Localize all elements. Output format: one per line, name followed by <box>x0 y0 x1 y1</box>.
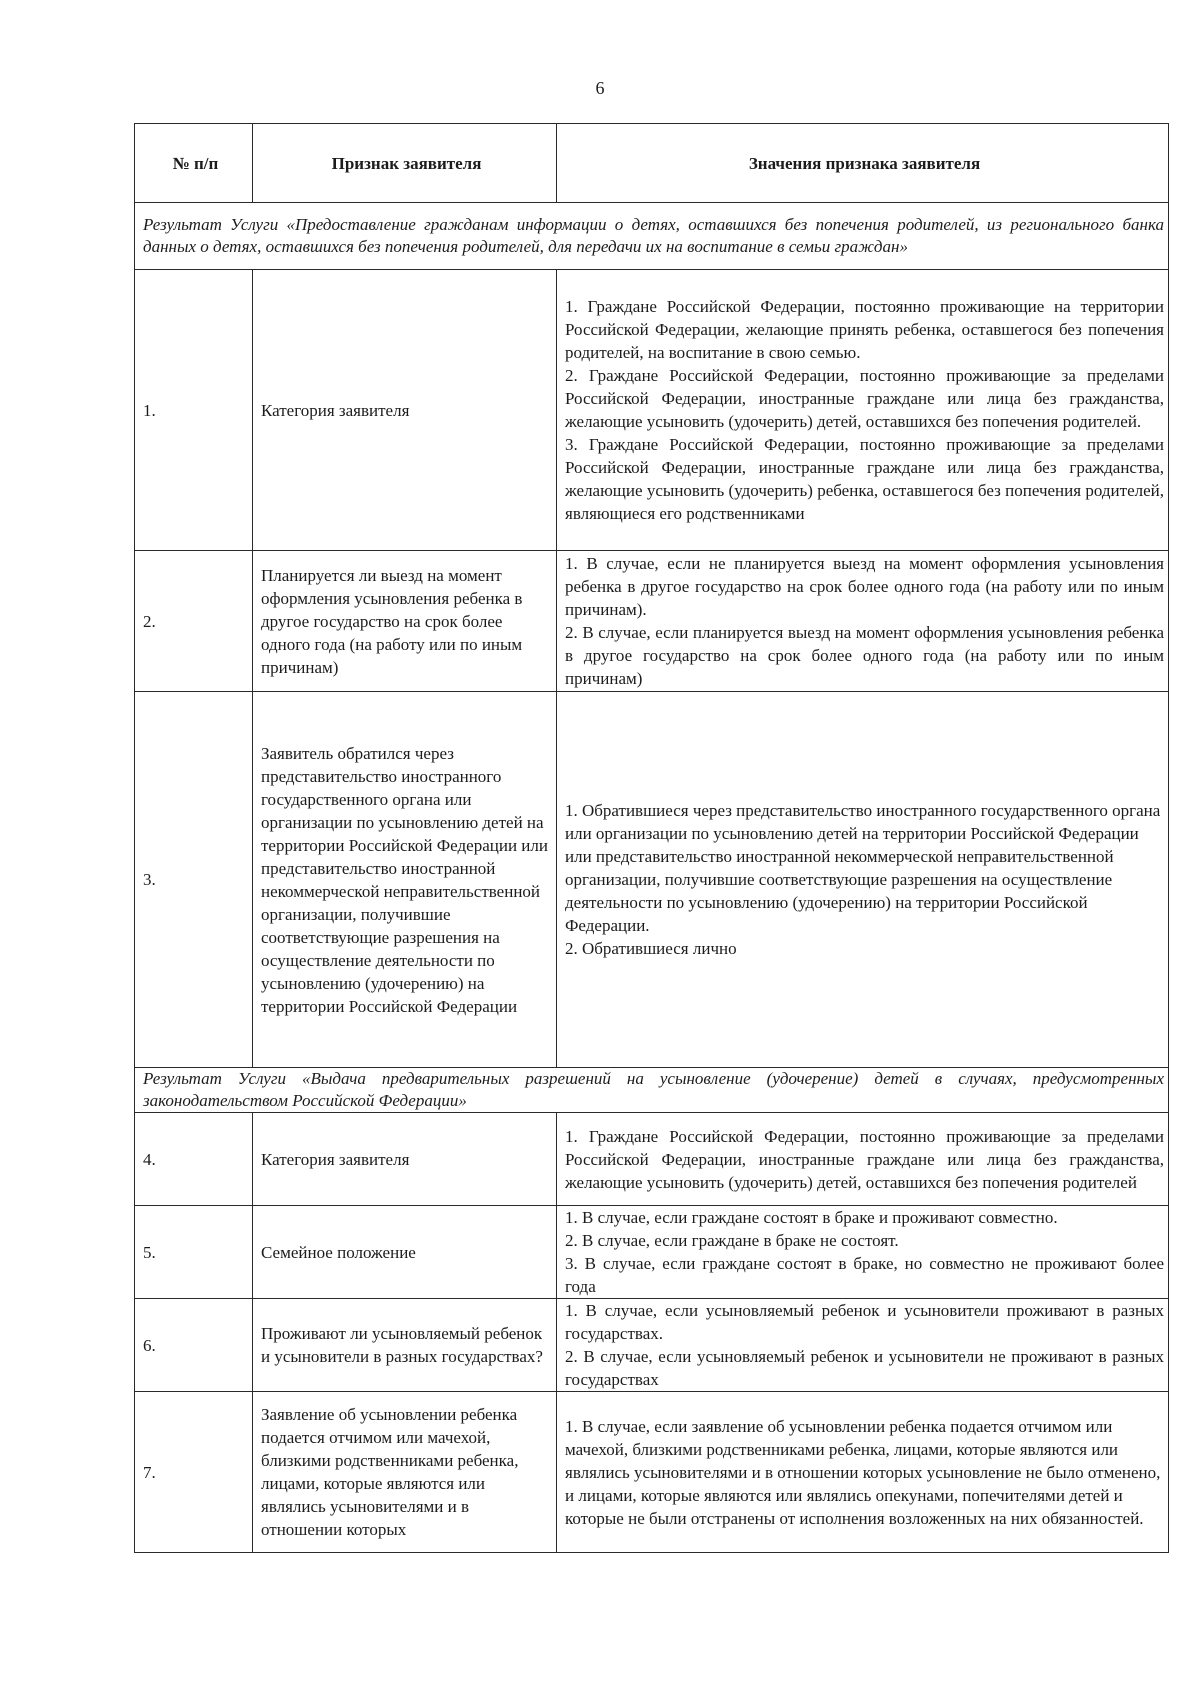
value-item: 2. В случае, если граждане в браке не состоят. <box>565 1231 899 1250</box>
applicant-criteria-table <box>134 123 1169 1553</box>
row-number: 1. <box>135 270 253 551</box>
table-row <box>135 1206 1169 1299</box>
header-criterion: Признак заявителя <box>253 124 557 203</box>
row-values <box>557 1206 1169 1299</box>
row-criterion: Планируется ли выезд на момент оформления усыновления ребенка в другое государство на срок более одного года (на работу или по иным причинам) <box>253 551 557 692</box>
row-criterion: Семейное положение <box>253 1206 557 1299</box>
value-item: 2. Обратившиеся лично <box>565 939 737 958</box>
row-number: 3. <box>135 692 253 1068</box>
value-item: 1. В случае, если усыновляемый ребенок и усыновители проживают в разных государствах. <box>565 1301 1164 1343</box>
row-values <box>557 1392 1169 1553</box>
row-criterion: Заявление об усыновлении ребенка подается отчимом или мачехой, близкими родственниками ребенка, лицами, которые являются или являлись усыновителями и в отношении которых <box>253 1392 557 1553</box>
row-number: 5. <box>135 1206 253 1299</box>
value-item: 3. Граждане Российской Федерации, постоянно проживающие за пределами Российской Федерации, иностранные граждане или лица без гражданства, желающие усыновить (удочерить) ребенка, оставшегося без попечения родителей, являющиеся его родственниками <box>565 435 1164 523</box>
section-row <box>135 203 1169 270</box>
row-number: 2. <box>135 551 253 692</box>
table-row <box>135 1392 1169 1553</box>
row-number: 4. <box>135 1113 253 1206</box>
table-row <box>135 270 1169 551</box>
row-criterion: Категория заявителя <box>253 270 557 551</box>
section-title: Результат Услуги «Выдача предварительных разрешений на усыновление (удочерение) детей в случаях, предусмотренных законодательством Российской Федерации» <box>135 1068 1169 1113</box>
value-item: 1. В случае, если не планируется выезд на момент оформления усыновления ребенка в другое государство на срок более одного года (на работу или по иным причинам). <box>565 554 1164 619</box>
row-values <box>557 1113 1169 1206</box>
row-values <box>557 692 1169 1068</box>
value-item: 1. Граждане Российской Федерации, постоянно проживающие на территории Российской Федерации, желающие принять ребенка, оставшегося без попечения родителей, на воспитание в свою семью. <box>565 297 1164 362</box>
value-item: 2. В случае, если планируется выезд на момент оформления усыновления ребенка в другое государство на срок более одного года (на работу или по иным причинам) <box>565 623 1164 688</box>
row-criterion: Заявитель обратился через представительство иностранного государственного органа или организации по усыновлению детей на территории Российской Федерации или представительство иностранной некоммерческой неправительственной организации, получившие соответствующие разрешения на осуществление деятельности по усыновлению (удочерению) на территории Российской Федерации <box>253 692 557 1068</box>
table-row <box>135 551 1169 692</box>
table-header-row <box>135 124 1169 203</box>
table-row <box>135 1113 1169 1206</box>
header-number: № п/п <box>135 124 253 203</box>
value-item: 1. Обратившиеся через представительство иностранного государственного органа или организации по усыновлению детей на территории Российской Федерации или представительство иностранной некоммерческой неправительственной организации, получившие соответствующие разрешения на осуществление деятельности по усыновлению (удочерению) на территории Российской Федерации. <box>565 801 1161 935</box>
row-criterion: Проживают ли усыновляемый ребенок и усыновители в разных государствах? <box>253 1299 557 1392</box>
page-number: 6 <box>595 78 605 98</box>
value-item: 2. Граждане Российской Федерации, постоянно проживающие за пределами Российской Федерации, иностранные граждане или лица без гражданства, желающие усыновить (удочерить) детей, оставшихся без попечения родителей. <box>565 366 1164 431</box>
row-number: 6. <box>135 1299 253 1392</box>
row-values <box>557 551 1169 692</box>
table-row <box>135 1299 1169 1392</box>
row-criterion: Категория заявителя <box>253 1113 557 1206</box>
value-item: 1. В случае, если заявление об усыновлении ребенка подается отчимом или мачехой, близкими родственниками ребенка, лицами, которые являются или являлись усыновителями и в отношении которых усыновление не было отменено, и лицами, которые являются или являлись опекунами, попечителями детей и которые не были отстранены от исполнения возложенных на них обязанностей. <box>565 1416 1161 1528</box>
value-item: 1. Граждане Российской Федерации, постоянно проживающие за пределами Российской Федерации, иностранные граждане или лица без гражданства, желающие усыновить (удочерить) детей, оставшихся без попечения родителей <box>565 1126 1164 1192</box>
value-item: 1. В случае, если граждане состоят в браке и проживают совместно. <box>565 1208 1058 1227</box>
header-values: Значения признака заявителя <box>557 124 1169 203</box>
row-number: 7. <box>135 1392 253 1553</box>
section-title: Результат Услуги «Предоставление гражданам информации о детях, оставшихся без попечения родителей, из регионального банка данных о детях, оставшихся без попечения родителей, для передачи их на воспитание в семьи граждан» <box>135 203 1169 270</box>
table-row <box>135 692 1169 1068</box>
value-item: 3. В случае, если граждане состоят в браке, но совместно не проживают более года <box>565 1254 1164 1296</box>
row-values <box>557 270 1169 551</box>
value-item: 2. В случае, если усыновляемый ребенок и усыновители не проживают в разных государствах <box>565 1347 1164 1389</box>
section-row <box>135 1068 1169 1113</box>
row-values <box>557 1299 1169 1392</box>
